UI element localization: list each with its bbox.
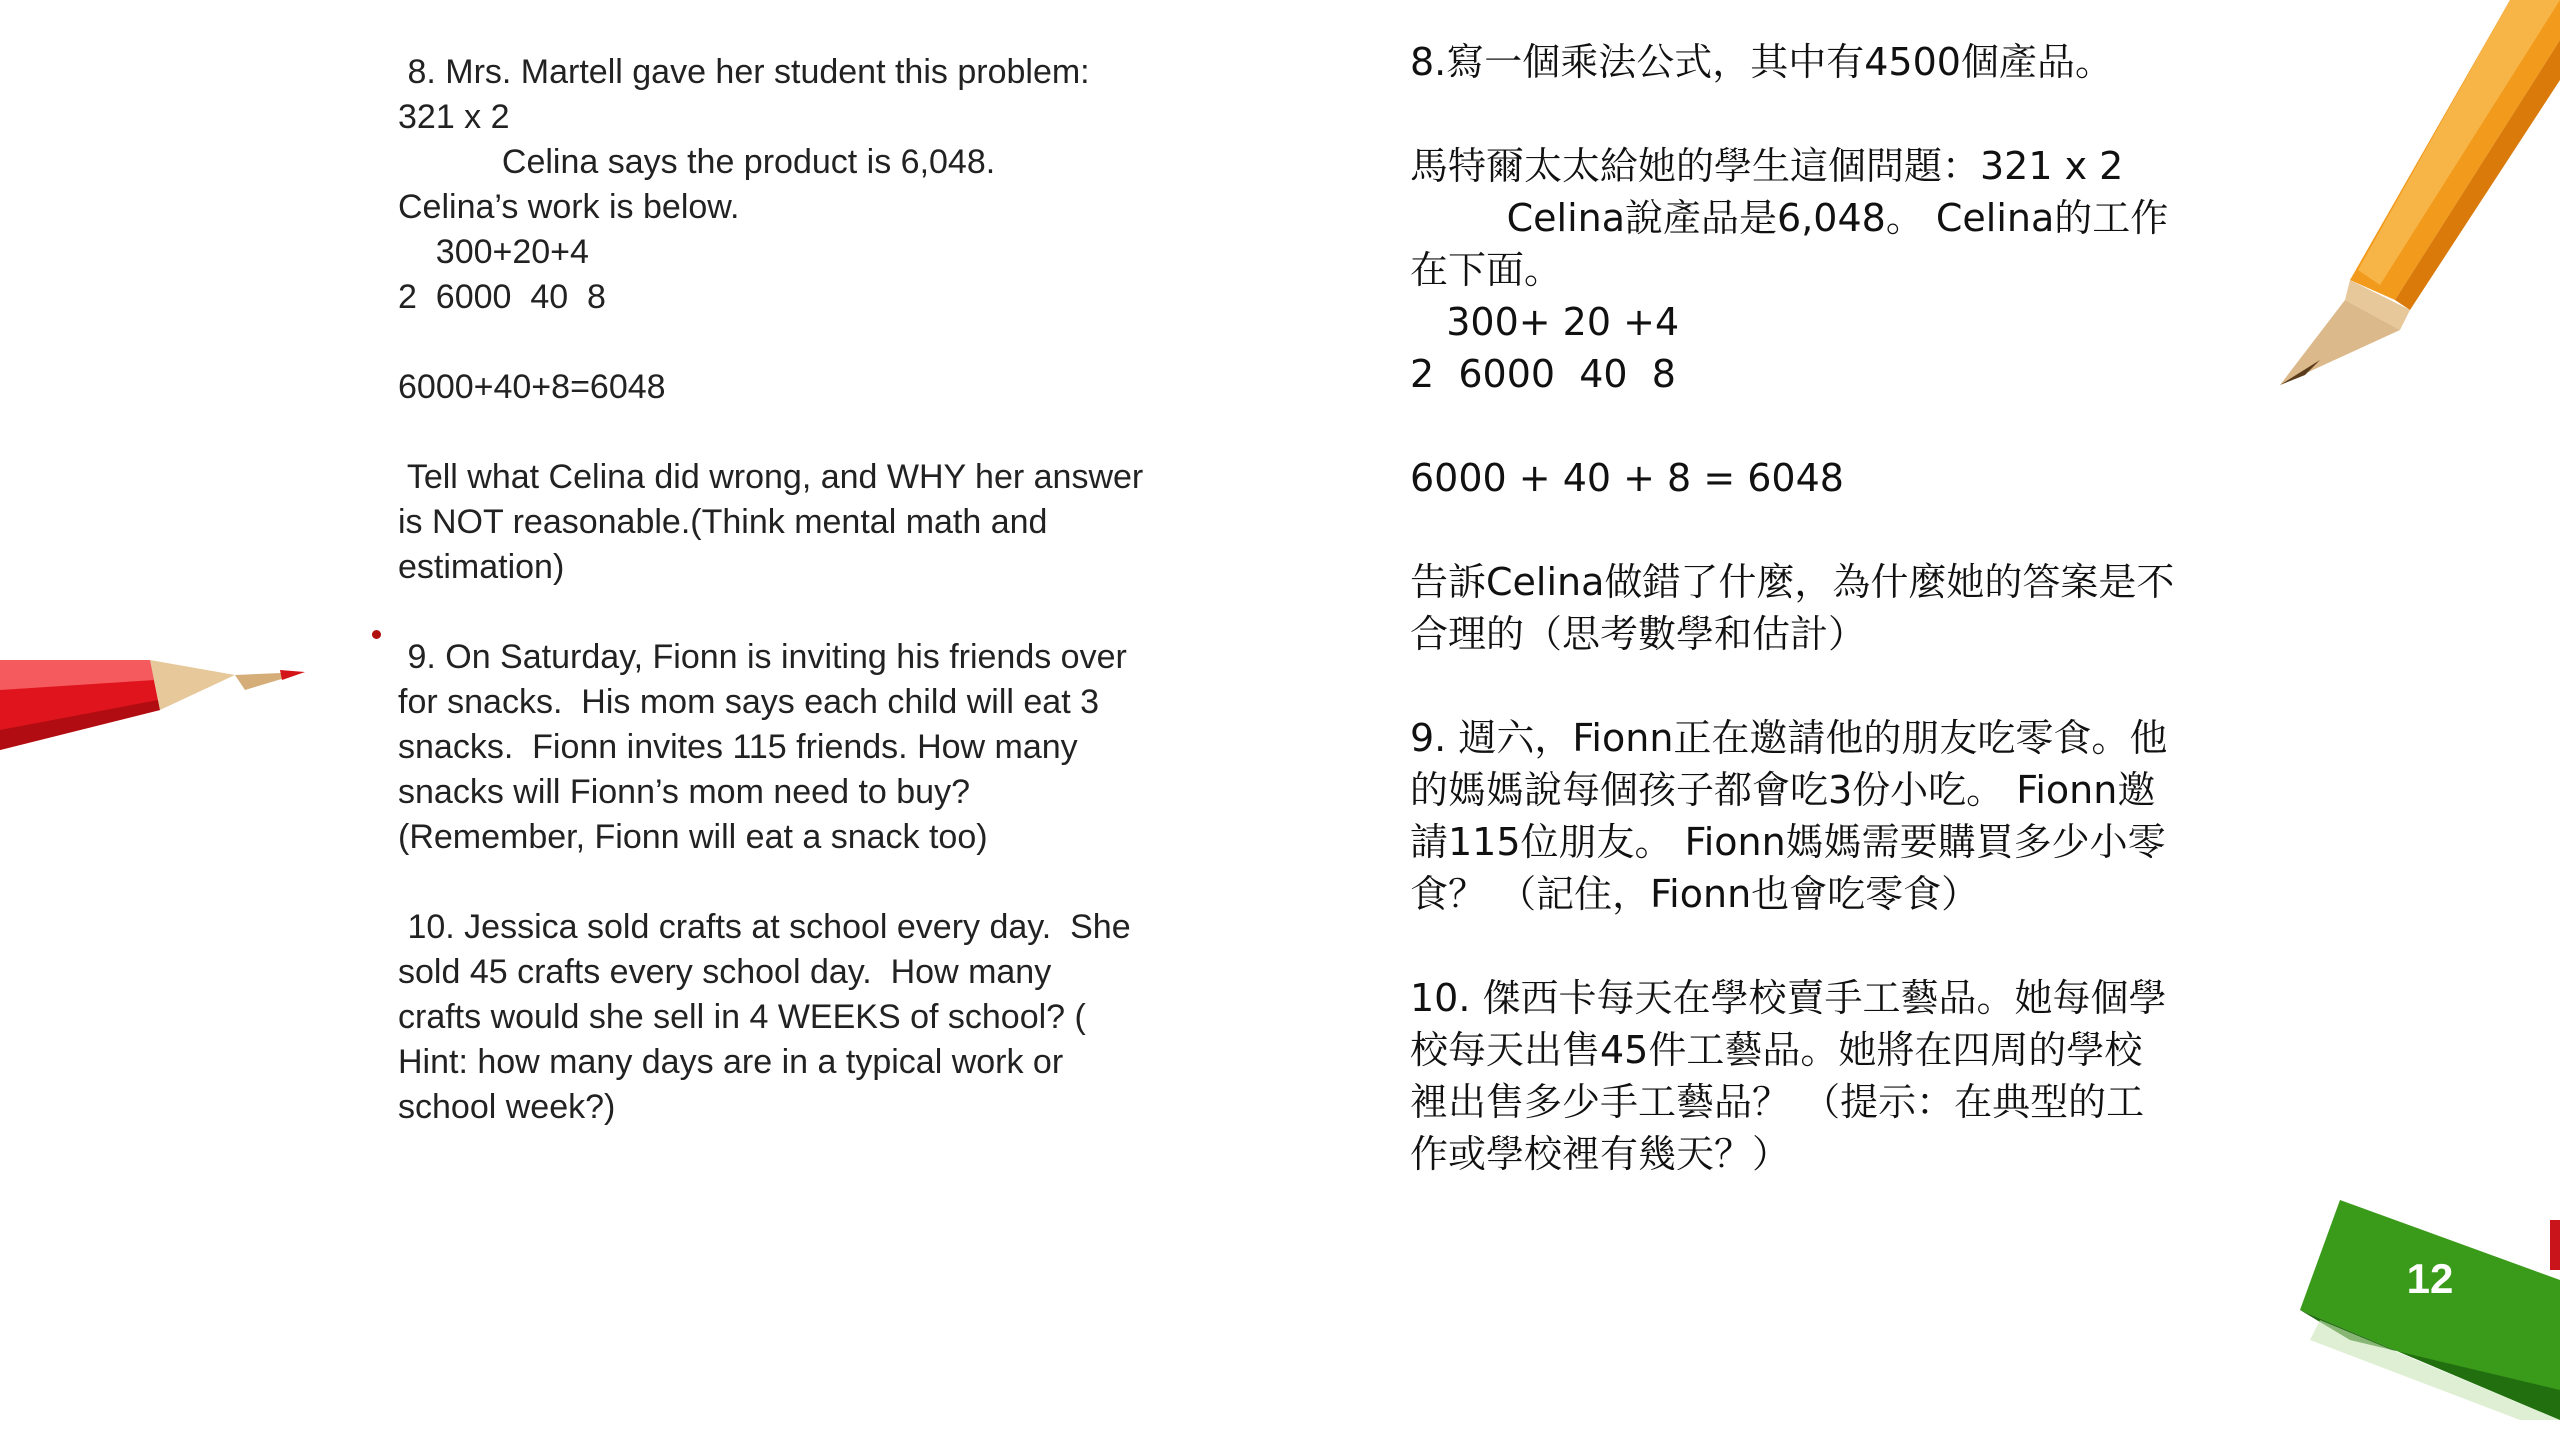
chinese-column [1410,36,2270,1180]
text-line: 300+20+4 [398,233,589,271]
english-column [398,50,1198,1130]
text-line: Hint: how many days are in a typical work or [398,1043,1064,1081]
text-line: 食？ （記住，Fionn也會吃零食） [1410,872,1980,916]
question-10-english [398,905,1198,1130]
text-line: 2 6000 40 8 [1410,352,1676,396]
red-pencil-icon [0,620,320,800]
question-8-chinese [1410,140,2270,660]
text-line: Tell what Celina did wrong, and WHY her answer [398,458,1144,496]
spacer [398,860,1198,905]
text-line: school week?) [398,1088,616,1126]
text-line: 321 x 2 [398,98,510,136]
text-line: estimation) [398,548,565,586]
text-line: 告訴Celina做錯了什麼，為什麼她的答案是不 [1410,560,2175,604]
text-line: 6000 + 40 + 8 = 6048 [1410,456,1844,500]
spacer [1410,920,2270,972]
spacer [1410,660,2270,712]
orange-pencil-icon [2260,0,2560,400]
text-line: 請115位朋友。 Fionn媽媽需要購買多少小零 [1410,820,2166,864]
spacer [1410,88,2270,140]
spacer [398,590,1198,635]
text-line: 合理的（思考數學和估計） [1410,612,1867,656]
text-line: snacks. Fionn invites 115 friends. How many [398,728,1078,766]
text-line: 的媽媽說每個孩子都會吃3份小吃。 Fionn邀 [1410,768,2156,812]
question-8-title-chinese: 8.寫一個乘法公式，其中有4500個產品。 [1410,40,2113,84]
question-9-english [398,635,1198,860]
text-line: snacks will Fionn’s mom need to buy? [398,773,970,811]
text-line: crafts would she sell in 4 WEEKS of school? ( [398,998,1086,1036]
question-8-english [398,50,1198,590]
spacer [398,410,1198,455]
bullet-dot [372,630,381,639]
text-line: 馬特爾太太給她的學生這個問題：321 x 2 [1410,144,2124,188]
text-line: 2 6000 40 8 [398,278,606,316]
text-line: 300+ 20 +4 [1410,300,1680,344]
spacer [398,320,1198,365]
text-line: is NOT reasonable.(Think mental math and [398,503,1048,541]
text-line: for snacks. His mom says each child will eat 3 [398,683,1100,721]
question-9-chinese [1410,712,2270,920]
page-number-badge [2300,1190,2560,1420]
text-line: Celina說產品是6,048。 Celina的工作 [1410,196,2169,240]
spacer [1410,504,2270,556]
text-line: sold 45 crafts every school day. How many [398,953,1052,991]
text-line: (Remember, Fionn will eat a snack too) [398,818,988,856]
text-line: 9. 週六，Fionn正在邀請他的朋友吃零食。他 [1410,716,2168,760]
text-line: 8. Mrs. Martell gave her student this problem: [398,53,1090,91]
question-10-chinese [1410,972,2270,1180]
page-number: 12 [2406,1255,2454,1302]
text-line: 裡出售多少手工藝品？ （提示：在典型的工 [1410,1080,2145,1124]
text-line: 在下面。 [1410,248,1563,292]
text-line: 10. Jessica sold crafts at school every day. She [398,908,1131,946]
text-line: 10. 傑西卡每天在學校賣手工藝品。她每個學 [1410,976,2167,1020]
spacer [1410,400,2270,452]
text-line: 6000+40+8=6048 [398,368,666,406]
text-line: 9. On Saturday, Fionn is inviting his friends over [398,638,1127,676]
text-line: 校每天出售45件工藝品。她將在四周的學校 [1410,1028,2143,1072]
text-line: 作或學校裡有幾天？） [1410,1132,1791,1176]
text-line: Celina says the product is 6,048. [398,143,996,181]
text-line: Celina’s work is below. [398,188,740,226]
